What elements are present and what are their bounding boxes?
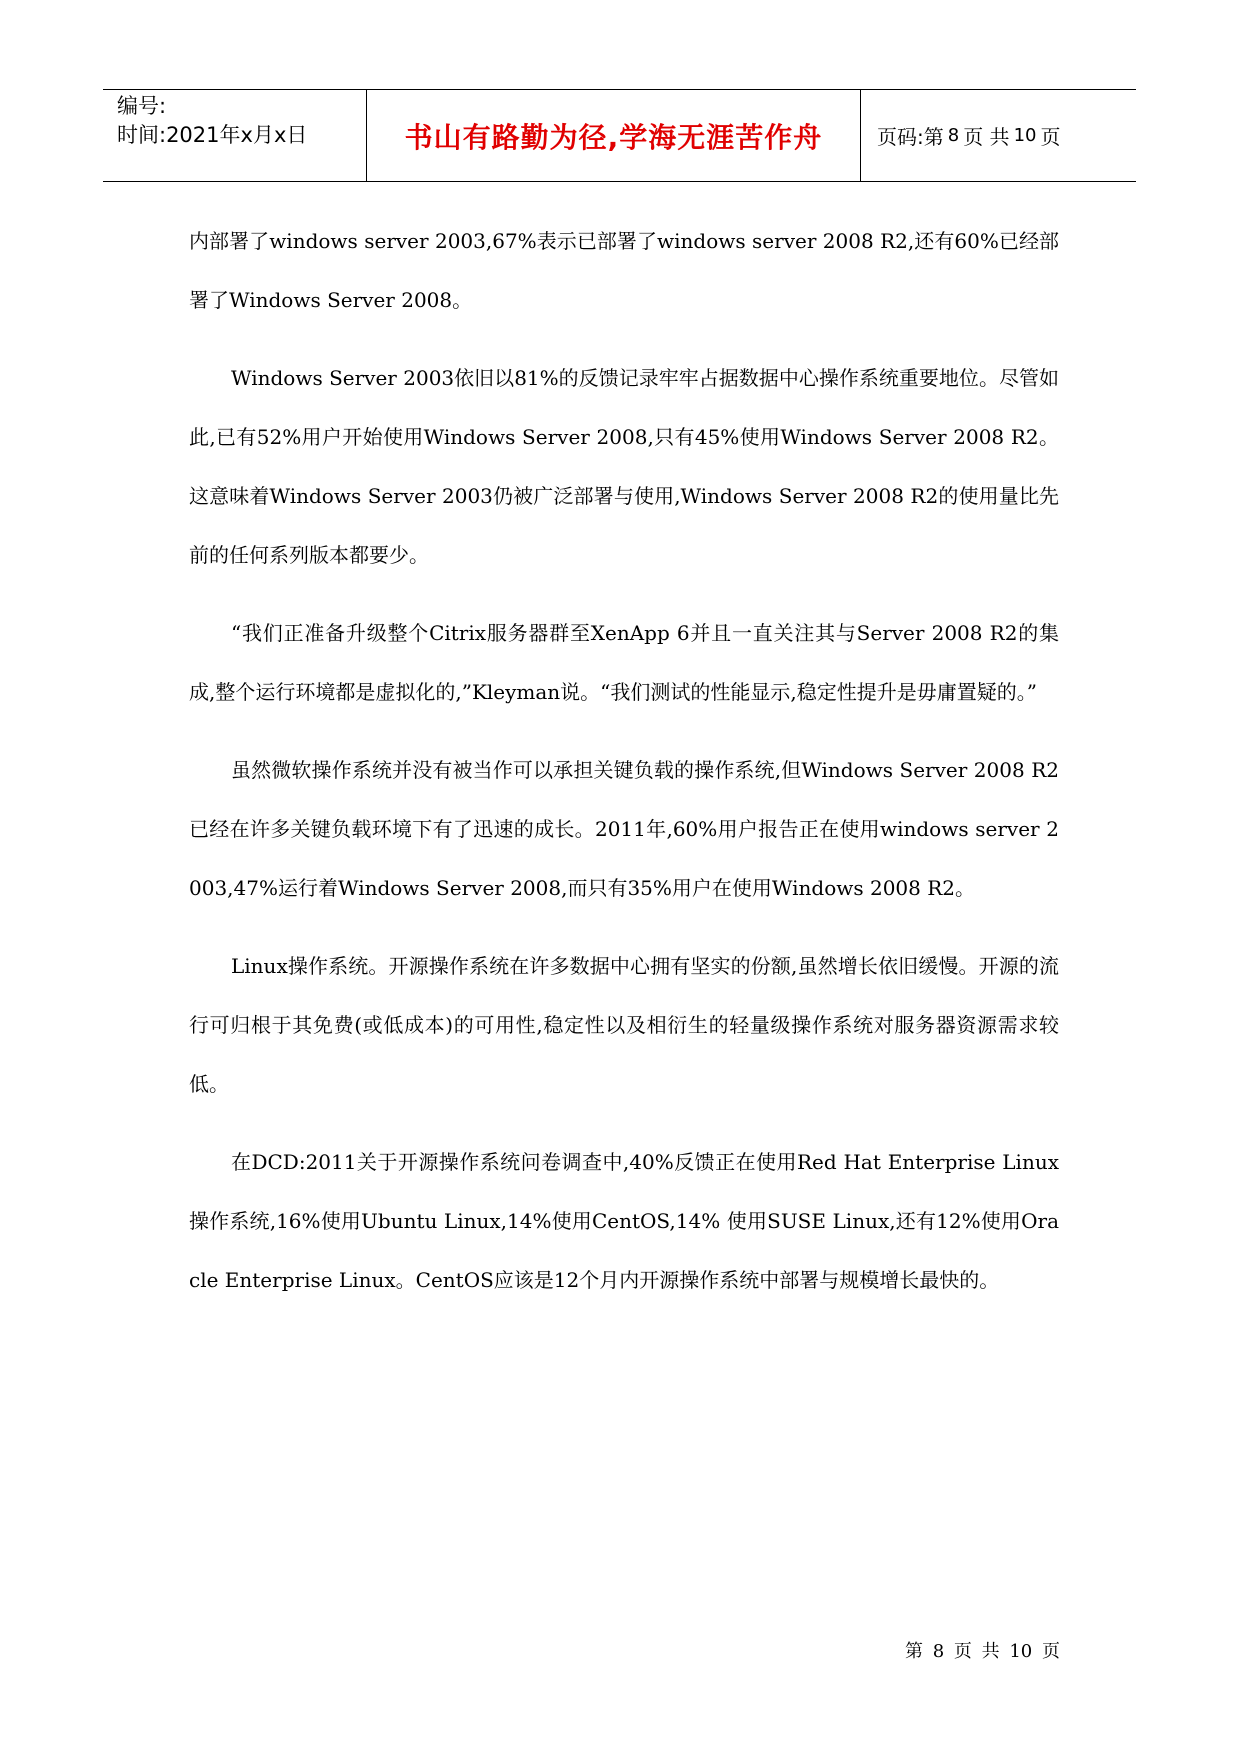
paragraph: “我们正准备升级整个Citrix服务器群至XenApp 6并且一直关注其与Server 2008 R2的集成,整个运行环境都是虚拟化的,”Kleyman说。“我们测试的性能显示,稳定性提升是毋庸置疑的。” <box>189 621 1059 704</box>
document-body <box>189 212 1059 1329</box>
page-header <box>103 89 1136 182</box>
page-prefix: 页码:第 <box>877 125 944 149</box>
paragraph: Windows Server 2003依旧以81%的反馈记录牢牢占据数据中心操作系统重要地位。尽管如此,已有52%用户开始使用Windows Server 2008,只有45%使用Windows Server 2008 R2。这意味着Windows Server 2003仍被广泛部署与使用,Windows Server 2008 R2的使用量比先前的任何系列版本都要少。 <box>189 366 1059 567</box>
paragraph: Linux操作系统。开源操作系统在许多数据中心拥有坚实的份额,虽然增长依旧缓慢。开源的流行可归根于其免费(或低成本)的可用性,稳定性以及相衍生的轻量级操作系统对服务器资源需求较低。 <box>189 954 1059 1096</box>
header-meta <box>103 90 367 181</box>
paragraph: 在DCD:2011关于开源操作系统问卷调查中,40%反馈正在使用Red Hat Enterprise Linux操作系统,16%使用Ubuntu Linux,14%使用CentOS,14% 使用SUSE Linux,还有12%使用Oracle Enterprise Linux。CentOS应该是12个月内开源操作系统中部署与规模增长最快的。 <box>189 1150 1059 1292</box>
paragraph: 虽然微软操作系统并没有被当作可以承担关键负载的操作系统,但Windows Server 2008 R2已经在许多关键负载环境下有了迅速的成长。2011年,60%用户报告正在使用windows server 2003,47%运行着Windows Server 2008,而只有35%用户在使用Windows 2008 R2。 <box>189 758 1059 900</box>
page-footer: 第 8 页 共 10 页 <box>905 1641 1060 1662</box>
document-number-label: 编号: <box>117 94 167 118</box>
page-number: 8 <box>947 125 960 146</box>
page-total: 10 <box>1013 125 1037 146</box>
document-time-label: 时间:2021年x月x日 <box>117 123 308 147</box>
header-page-info <box>861 90 1136 181</box>
header-motto: 书山有路勤为径,学海无涯苦作舟 <box>367 90 861 181</box>
page-suffix: 页 <box>1040 125 1061 149</box>
paragraph: 内部署了windows server 2003,67%表示已部署了windows server 2008 R2,还有60%已经部署了Windows Server 2008。 <box>189 229 1059 312</box>
page-mid: 页 共 <box>963 125 1010 149</box>
